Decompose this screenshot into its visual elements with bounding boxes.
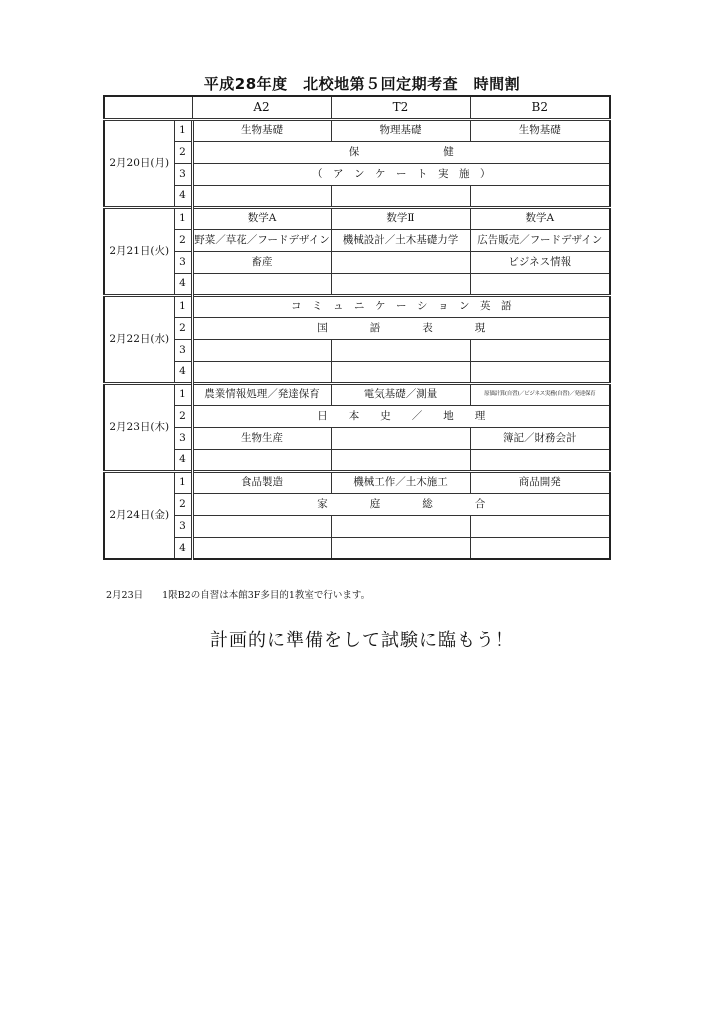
note-text: 2月23日 1限B2の自習は本館3F多目的1教室で行います。 [106,590,371,601]
column-header-a2: A2 [192,96,331,119]
period-row [104,229,610,251]
period-row [104,493,610,515]
period-number: 1 [174,471,192,493]
period-number: 2 [174,229,192,251]
subject-cell-b2: 簿記／財務会計 [470,427,610,449]
day-date-label: 2月20日(月) [104,119,174,207]
period-row [104,295,610,317]
subject-cell-a2: 数学A [192,207,331,229]
subject-cell-a2: 生物生産 [192,427,331,449]
period-row [104,405,610,427]
period-row [104,141,610,163]
merged-subject-cell: 国 語 表 現 [192,317,610,339]
period-number: 4 [174,273,192,295]
column-header-b2: B2 [470,96,610,119]
page-title: 平成28年度 北校地第５回定期考査 時間割 [203,75,521,93]
subject-cell-t2 [331,251,470,273]
merged-subject-cell: 家 庭 総 合 [192,493,610,515]
subject-cell-t2: 物理基礎 [331,119,470,141]
subject-cell-a2: 野菜／草花／フードデザイン [192,229,331,251]
period-number: 2 [174,405,192,427]
merged-subject-cell: 日 本 史 ／ 地 理 [192,405,610,427]
subject-cell-t2 [331,515,470,537]
period-row [104,471,610,493]
subject-cell-a2: 生物基礎 [192,119,331,141]
subject-cell-b2: ビジネス情報 [470,251,610,273]
period-number: 1 [174,295,192,317]
subject-cell-b2 [470,361,610,383]
period-row [104,251,610,273]
day-date-label: 2月23日(木) [104,383,174,471]
subject-cell-b2 [470,339,610,361]
subject-cell-a2 [192,515,331,537]
subject-cell-t2: 機械設計／土木基礎力学 [331,229,470,251]
subject-cell-t2: 数学Ⅱ [331,207,470,229]
period-number: 2 [174,317,192,339]
period-row [104,273,610,295]
period-row [104,317,610,339]
period-number: 3 [174,251,192,273]
subject-cell-t2 [331,449,470,471]
subject-cell-b2: 商品開発 [470,471,610,493]
subject-cell-a2 [192,537,331,559]
subject-cell-b2: 数学A [470,207,610,229]
subject-cell-a2: 畜産 [192,251,331,273]
period-row [104,537,610,559]
subject-cell-a2 [192,361,331,383]
period-number: 4 [174,537,192,559]
period-number: 4 [174,185,192,207]
subject-cell-b2: 原価計算(自習)／ビジネス実務(自習)／発達保育 [470,383,610,405]
period-number: 1 [174,383,192,405]
period-row [104,119,610,141]
subject-cell-b2 [470,273,610,295]
period-row [104,361,610,383]
subject-cell-a2 [192,449,331,471]
period-number: 1 [174,207,192,229]
subject-cell-a2 [192,339,331,361]
subject-cell-t2 [331,361,470,383]
period-row [104,449,610,471]
merged-subject-cell: （ ア ン ケ ー ト 実 施 ） [192,163,610,185]
merged-subject-cell: コ ミ ュ ニ ケ ー シ ョ ン 英 語 [192,295,610,317]
period-row [104,185,610,207]
period-number: 4 [174,449,192,471]
subject-cell-b2: 生物基礎 [470,119,610,141]
period-row [104,163,610,185]
merged-subject-cell: 保 健 [192,141,610,163]
period-row [104,383,610,405]
subject-cell-a2 [192,273,331,295]
subject-cell-b2 [470,515,610,537]
period-row [104,207,610,229]
day-date-label: 2月21日(火) [104,207,174,295]
day-date-label: 2月22日(水) [104,295,174,383]
subject-cell-a2: 食品製造 [192,471,331,493]
subject-cell-b2 [470,537,610,559]
subject-cell-a2: 農業情報処理／発達保育 [192,383,331,405]
period-number: 2 [174,493,192,515]
period-number: 2 [174,141,192,163]
period-number: 3 [174,163,192,185]
subject-cell-b2 [470,449,610,471]
subject-cell-t2 [331,537,470,559]
period-number: 1 [174,119,192,141]
period-number: 4 [174,361,192,383]
subject-cell-a2 [192,185,331,207]
subject-cell-b2: 広告販売／フードデザイン [470,229,610,251]
subject-cell-t2 [331,339,470,361]
day-date-label: 2月24日(金) [104,471,174,559]
subject-cell-t2: 機械工作／土木施工 [331,471,470,493]
subject-cell-t2: 電気基礎／測量 [331,383,470,405]
period-row [104,339,610,361]
exam-timetable [103,95,611,560]
subject-cell-t2 [331,273,470,295]
period-row [104,427,610,449]
period-row [104,515,610,537]
period-number: 3 [174,515,192,537]
period-number: 3 [174,427,192,449]
header-row [104,96,610,119]
period-number: 3 [174,339,192,361]
header-blank-cell [104,96,192,119]
column-header-t2: T2 [331,96,470,119]
subject-cell-b2 [470,185,610,207]
slogan-text: 計画的に準備をして試験に臨もう！ [210,630,514,651]
subject-cell-t2 [331,185,470,207]
subject-cell-t2 [331,427,470,449]
